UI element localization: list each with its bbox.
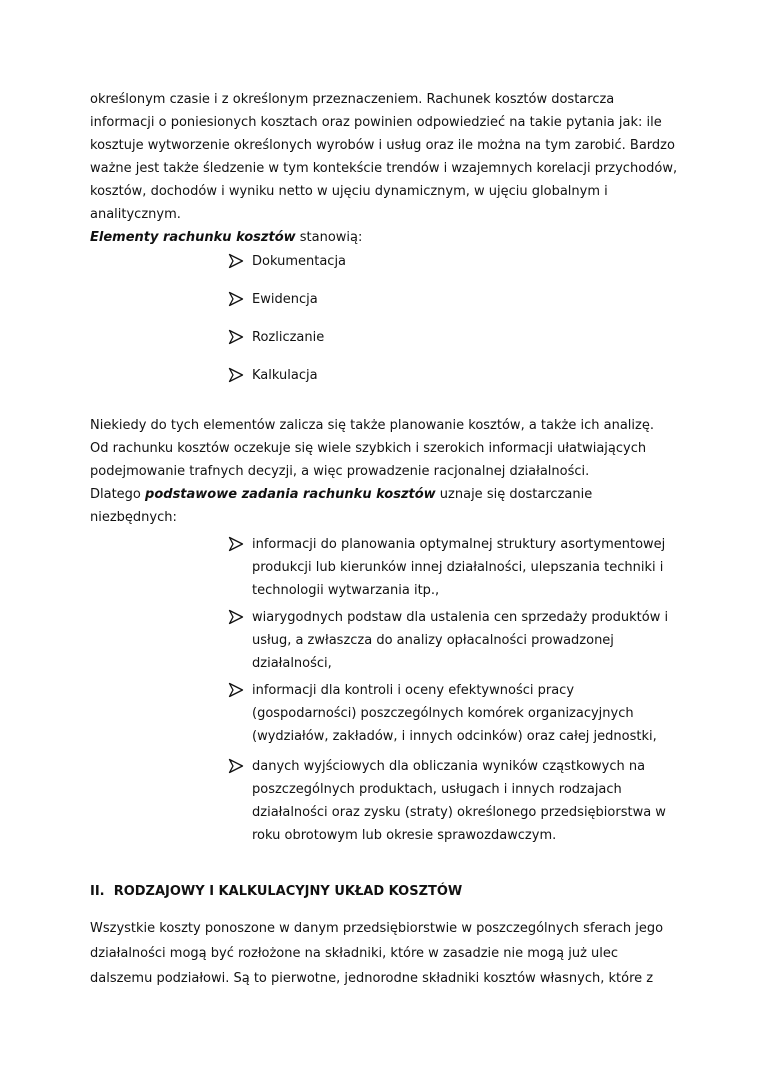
arrow-bullet-icon: [228, 329, 244, 345]
text-line: danych wyjściowych dla obliczania wyników cząstkowych na: [252, 759, 646, 774]
text-line: (wydziałów, zakładów, i innych odcinków) oraz całej jednostki,: [252, 729, 657, 744]
arrow-bullet-icon: [228, 253, 244, 269]
text-line: kosztuje wytworzenie określonych wyrobów i usług oraz ile można na tym zarobić. Bardzo: [90, 138, 675, 153]
section-number: II.: [90, 884, 105, 899]
text-line: działalności oraz zysku (straty) określonego przedsiębiorstwa w: [252, 805, 666, 820]
tasks-term: podstawowe zadania rachunku kosztów: [145, 487, 436, 502]
list-item-label: Ewidencja: [252, 292, 318, 307]
text-line: informacji dla kontroli i oceny efektywności pracy: [252, 683, 575, 698]
text-line: (gospodarności) poszczególnych komórek organizacyjnych: [252, 706, 634, 721]
text-line: Wszystkie koszty ponoszone w danym przedsiębiorstwie w poszczególnych sferach jego: [90, 921, 664, 936]
text-line: Niekiedy do tych elementów zalicza się także planowanie kosztów, a także ich analizę.: [90, 418, 654, 433]
text-line: roku obrotowym lub okresie sprawozdawczym.: [252, 828, 557, 843]
text-line: informacji o poniesionych kosztach oraz powinien odpowiedzieć na takie pytania jak: ile: [90, 115, 662, 130]
text-line: analitycznym.: [90, 207, 181, 222]
arrow-bullet-icon: [228, 682, 244, 698]
text-line: informacji do planowania optymalnej struktury asortymentowej: [252, 537, 666, 552]
elements-rest: stanowią:: [295, 230, 363, 245]
final-paragraph: [90, 916, 680, 991]
text-line: działalności,: [252, 656, 332, 671]
text-line: produkcji lub kierunków innej działalności, ulepszania techniki i: [252, 560, 664, 575]
text-line: kosztów, dochodów i wyniku netto w ujęciu dynamicznym, w ujęciu globalnym i: [90, 184, 608, 199]
list-item-text: [252, 533, 665, 602]
arrow-bullet-icon: [228, 291, 244, 307]
tasks-intro-line: [90, 483, 680, 506]
list-item-text: [252, 755, 666, 847]
text-line: poszczególnych produktach, usługach i innych rodzajach: [252, 782, 622, 797]
arrow-bullet-icon: [228, 367, 244, 383]
list-item-label: Dokumentacja: [252, 254, 347, 269]
text-line: Od rachunku kosztów oczekuje się wiele szybkich i szerokich informacji ułatwiających: [90, 441, 647, 456]
section-heading: [90, 880, 462, 903]
arrow-bullet-icon: [228, 758, 244, 774]
list-item-label: Kalkulacja: [252, 368, 318, 383]
elements-intro-line: [90, 226, 680, 249]
list-item-text: [252, 679, 657, 748]
list-item-text: [252, 606, 668, 675]
text-line: niezbędnych:: [90, 510, 177, 525]
text-line: wiarygodnych podstaw dla ustalenia cen sprzedaży produktów i: [252, 610, 669, 625]
elements-term: Elementy rachunku kosztów: [90, 230, 296, 245]
text-line: działalności mogą być rozłożone na składniki, które w zasadzie nie mogą już ulec: [90, 946, 619, 961]
section-title: RODZAJOWY I KALKULACYJNY UKŁAD KOSZTÓW: [113, 884, 463, 899]
tasks-prefix: Dlatego: [90, 487, 146, 502]
text-line: usług, a zwłaszcza do analizy opłacalności prowadzonej: [252, 633, 614, 648]
text-line: technologii wytwarzania itp.,: [252, 583, 440, 598]
arrow-bullet-icon: [228, 536, 244, 552]
text-line: dalszemu podziałowi. Są to pierwotne, jednorodne składniki kosztów własnych, które z: [90, 971, 654, 986]
elements-list: [228, 250, 678, 390]
middle-paragraph: [90, 414, 680, 529]
arrow-bullet-icon: [228, 609, 244, 625]
intro-paragraph: [90, 88, 680, 249]
text-line: ważne jest także śledzenie w tym kontekście trendów i wzajemnych korelacji przychodów,: [90, 161, 678, 176]
tasks-suffix: uznaje się dostarczanie: [435, 487, 593, 502]
text-line: określonym czasie i z określonym przeznaczeniem. Rachunek kosztów dostarcza: [90, 92, 615, 107]
tasks-list: [228, 533, 678, 853]
list-item-label: Rozliczanie: [252, 330, 325, 345]
text-line: podejmowanie trafnych decyzji, a więc prowadzenie racjonalnej działalności.: [90, 464, 590, 479]
